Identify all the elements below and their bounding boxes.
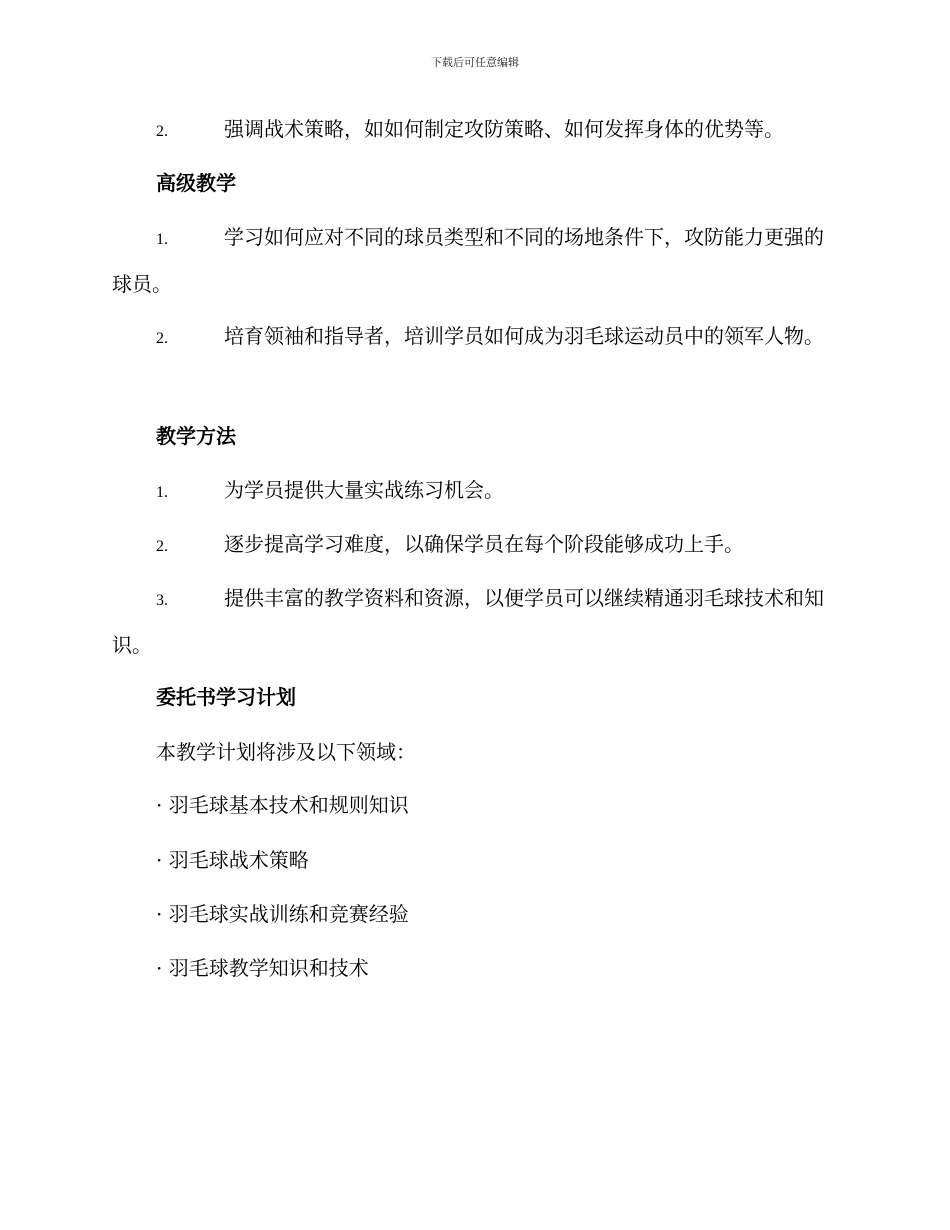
- section-heading-methods: 教学方法: [156, 424, 236, 448]
- list-number: 2.: [156, 123, 168, 140]
- list-text: 强调战术策略，如如何制定攻防策略、如何发挥身体的优势等。: [224, 117, 784, 141]
- section-heading-advanced: 高级教学: [156, 171, 236, 195]
- bullet-item: · 羽毛球战术策略: [156, 848, 309, 872]
- bullet-item: · 羽毛球基本技术和规则知识: [156, 793, 409, 817]
- list-item: [112, 576, 836, 668]
- list-number: 2.: [156, 538, 168, 555]
- list-text: 学习如何应对不同的球员类型和不同的场地条件下，攻防能力更强的球员。: [112, 225, 824, 296]
- list-item: [112, 107, 836, 154]
- section-heading-plan: 委托书学习计划: [156, 685, 296, 709]
- plan-intro: 本教学计划将涉及以下领域：: [156, 740, 416, 764]
- list-number: 3.: [156, 592, 168, 609]
- list-text: 提供丰富的教学资料和资源，以便学员可以继续精通羽毛球技术和知识。: [112, 586, 824, 657]
- list-text: 培育领袖和指导者，培训学员如何成为羽毛球运动员中的领军人物。: [224, 324, 824, 348]
- list-item: [112, 468, 836, 515]
- bullet-item: · 羽毛球教学知识和技术: [156, 956, 369, 980]
- page-header-note: 下载后可任意编辑: [431, 56, 519, 69]
- list-item: [112, 314, 836, 361]
- list-text: 为学员提供大量实战练习机会。: [224, 478, 504, 502]
- bullet-item: · 羽毛球实战训练和竞赛经验: [156, 902, 409, 926]
- list-number: 2.: [156, 330, 168, 347]
- list-text: 逐步提高学习难度，以确保学员在每个阶段能够成功上手。: [224, 532, 744, 556]
- list-number: 1.: [156, 484, 168, 501]
- list-number: 1.: [156, 231, 168, 248]
- list-item: [112, 215, 836, 307]
- list-item: [112, 522, 836, 569]
